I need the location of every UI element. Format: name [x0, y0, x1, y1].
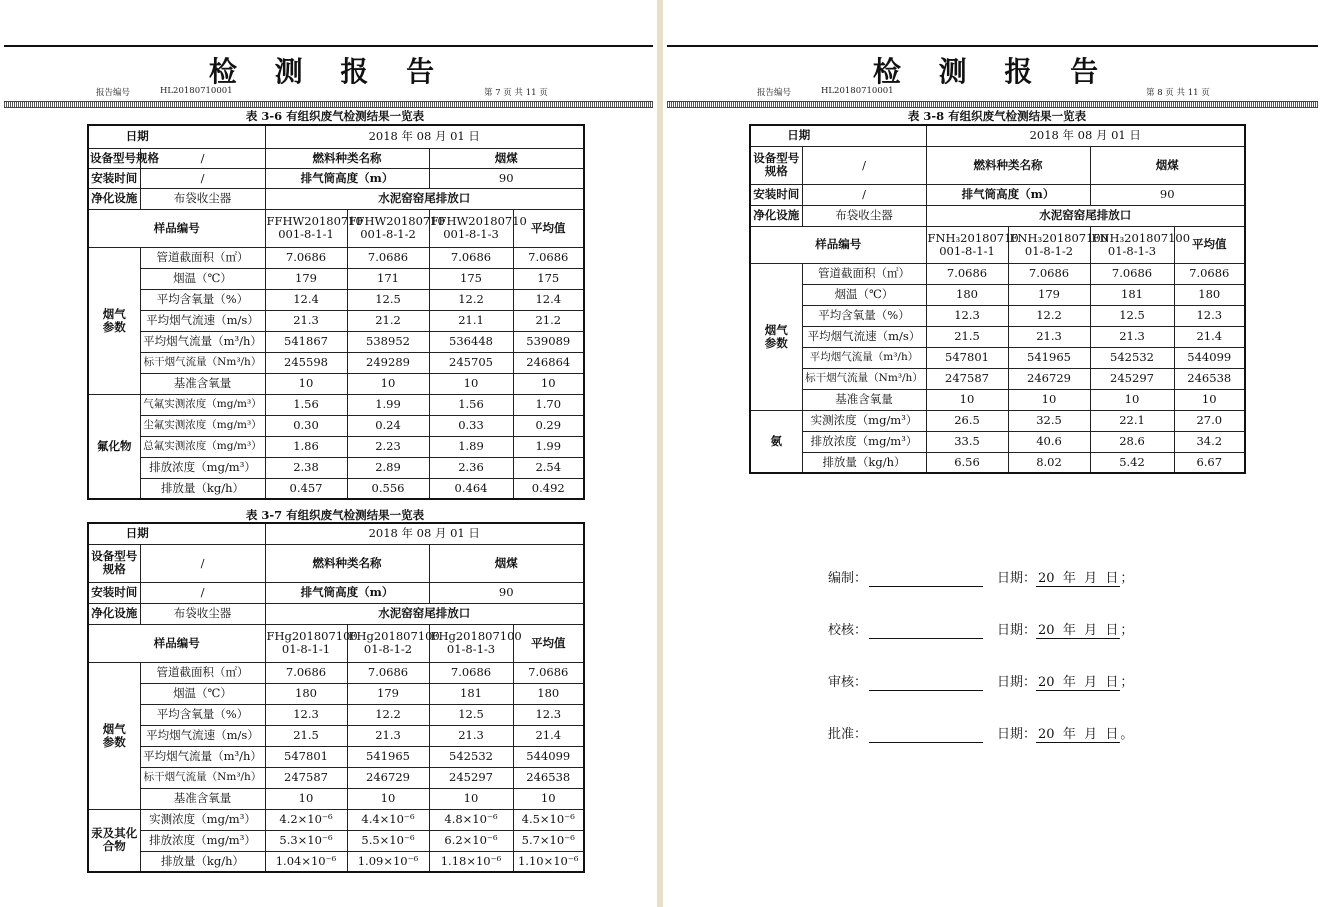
cell: 10	[347, 788, 429, 809]
signature-blank	[869, 728, 983, 743]
stack-height-label: 排气筒高度（m）	[926, 184, 1090, 205]
result-name: 实测浓度（mg/m³）	[140, 809, 265, 830]
header-hatch-divider	[667, 101, 1318, 108]
cell: 1.56	[265, 394, 347, 415]
cell: 1.09×10⁻⁶	[347, 851, 429, 872]
param-name: 烟温（℃）	[140, 683, 265, 704]
role-label: 校核：	[828, 623, 868, 638]
cell: 7.0686	[1008, 263, 1090, 284]
cell: 8.02	[1008, 452, 1090, 473]
result-name: 排放浓度（mg/m³）	[140, 830, 265, 851]
stack-height-label: 排气筒高度（m）	[265, 168, 429, 188]
param-name: 平均烟气流速（m/s）	[802, 326, 926, 347]
cell: 5.7×10⁻⁶	[513, 830, 584, 851]
install-value: /	[802, 184, 926, 205]
cell: 12.3	[513, 704, 584, 725]
date-label: 日期：	[997, 727, 1037, 742]
param-name: 平均烟气流速（m/s）	[140, 310, 265, 331]
cell: 0.24	[347, 415, 429, 436]
purify-label: 净化设施	[88, 603, 140, 624]
cell: 1.04×10⁻⁶	[265, 851, 347, 872]
cell: 12.4	[513, 289, 584, 310]
signature-blank	[869, 572, 983, 587]
sample-id: FFHW20180710 001-8-1-2	[347, 209, 429, 247]
cell: 541867	[265, 331, 347, 352]
average-label: 平均值	[513, 209, 584, 247]
cell: 2.89	[347, 457, 429, 478]
cell: 10	[429, 788, 513, 809]
group-pollutant: 汞及其化 合物	[88, 809, 140, 872]
model-label: 设备型号规格	[88, 544, 140, 582]
date-blank: 20 年 月 日	[1038, 675, 1119, 690]
purify-label: 净化设施	[750, 205, 802, 226]
sample-id: FNH₃201807100 01-8-1-2	[1008, 226, 1090, 263]
role-label: 批准：	[828, 727, 868, 742]
param-name: 标干烟气流量（Nm³/h）	[802, 368, 926, 389]
cell: 6.2×10⁻⁶	[429, 830, 513, 851]
result-name: 排放量（kg/h）	[140, 478, 265, 499]
cell: 246729	[1008, 368, 1090, 389]
cell: 179	[1008, 284, 1090, 305]
cell: 32.5	[1008, 410, 1090, 431]
report-title: 检 测 报 告	[208, 55, 449, 88]
purify-label: 净化设施	[88, 188, 140, 209]
cell: 10	[513, 373, 584, 394]
cell: 5.3×10⁻⁶	[265, 830, 347, 851]
signoff-reviewed	[828, 671, 1133, 691]
table-caption-3-6: 表 3-6 有组织废气检测结果一览表	[245, 109, 425, 123]
cell: 21.3	[1090, 326, 1174, 347]
signature-blank	[869, 676, 983, 691]
cell: 5.5×10⁻⁶	[347, 830, 429, 851]
cell: 21.2	[513, 310, 584, 331]
stack-height-value: 90	[1090, 184, 1245, 205]
cell: 10	[265, 373, 347, 394]
param-name: 平均烟气流量（m³/h）	[802, 347, 926, 368]
cell: 1.86	[265, 436, 347, 457]
outlet-value: 水泥窑窑尾排放口	[265, 603, 584, 624]
fuel-value: 烟煤	[1090, 146, 1245, 184]
sample-label: 样品编号	[750, 226, 926, 263]
cell: 0.30	[265, 415, 347, 436]
result-name: 排放浓度（mg/m³）	[140, 457, 265, 478]
cell: 21.2	[347, 310, 429, 331]
header-rule	[667, 45, 1318, 47]
cell: 0.457	[265, 478, 347, 499]
role-label: 编制：	[828, 571, 868, 586]
model-value: /	[802, 146, 926, 184]
model-value: /	[140, 148, 265, 168]
signoff-checked	[828, 619, 1133, 639]
cell: 179	[265, 268, 347, 289]
results-table-3-8	[749, 124, 1246, 474]
signoff-prepared	[828, 567, 1133, 587]
report-number: HL20180710001	[160, 86, 233, 96]
cell: 6.56	[926, 452, 1008, 473]
end-punct: ；	[1120, 675, 1134, 690]
result-name: 尘氟实测浓度（mg/m³）	[140, 415, 265, 436]
cell: 10	[347, 373, 429, 394]
cell: 180	[265, 683, 347, 704]
cell: 12.3	[1174, 305, 1245, 326]
cell: 10	[1090, 389, 1174, 410]
cell: 7.0686	[513, 662, 584, 683]
end-punct: 。	[1120, 727, 1134, 742]
sample-id: FNH₃201807100 01-8-1-3	[1090, 226, 1174, 263]
cell: 0.492	[513, 478, 584, 499]
cell: 180	[1174, 284, 1245, 305]
cell: 171	[347, 268, 429, 289]
cell: 4.2×10⁻⁶	[265, 809, 347, 830]
install-value: /	[140, 168, 265, 188]
cell: 27.0	[1174, 410, 1245, 431]
install-value: /	[140, 582, 265, 603]
group-pollutant: 氟化物	[88, 394, 140, 499]
cell: 21.1	[429, 310, 513, 331]
cell: 4.5×10⁻⁶	[513, 809, 584, 830]
cell: 246729	[347, 767, 429, 788]
cell: 7.0686	[429, 247, 513, 268]
param-name: 管道截面积（㎡）	[802, 263, 926, 284]
cell: 12.4	[265, 289, 347, 310]
cell: 12.3	[265, 704, 347, 725]
header-hatch-divider	[4, 101, 653, 108]
param-name: 标干烟气流量（Nm³/h）	[140, 767, 265, 788]
param-name: 标干烟气流量（Nm³/h）	[140, 352, 265, 373]
date-label: 日期	[88, 523, 265, 544]
report-title: 检 测 报 告	[872, 55, 1113, 88]
cell: 538952	[347, 331, 429, 352]
table-caption-3-7: 表 3-7 有组织废气检测结果一览表	[245, 508, 425, 522]
sample-id: FHg201807100 01-8-1-3	[429, 624, 513, 662]
cell: 541965	[347, 746, 429, 767]
sample-id: FFHW20180710 001-8-1-3	[429, 209, 513, 247]
page-indicator: 第 7 页 共 11 页	[484, 88, 548, 98]
result-name: 排放量（kg/h）	[802, 452, 926, 473]
report-number-label: 报告编号	[96, 88, 131, 98]
cell: 10	[513, 788, 584, 809]
sample-label: 样品编号	[88, 624, 265, 662]
param-name: 平均含氧量（%）	[140, 289, 265, 310]
cell: 547801	[265, 746, 347, 767]
stack-height-label: 排气筒高度（m）	[265, 582, 429, 603]
end-punct: ；	[1120, 571, 1134, 586]
cell: 0.556	[347, 478, 429, 499]
report-number-label: 报告编号	[757, 88, 792, 98]
param-name: 烟温（℃）	[802, 284, 926, 305]
param-name: 平均含氧量（%）	[140, 704, 265, 725]
outlet-value: 水泥窑窑尾排放口	[926, 205, 1245, 226]
model-label: 设备型号规格	[88, 148, 140, 168]
cell: 10	[265, 788, 347, 809]
end-punct: ；	[1120, 623, 1134, 638]
table-body	[750, 125, 1245, 473]
cell: 21.4	[1174, 326, 1245, 347]
cell: 7.0686	[513, 247, 584, 268]
param-name: 基准含氧量	[140, 788, 265, 809]
cell: 181	[429, 683, 513, 704]
cell: 33.5	[926, 431, 1008, 452]
cell: 5.42	[1090, 452, 1174, 473]
result-name: 排放浓度（mg/m³）	[802, 431, 926, 452]
param-name: 烟温（℃）	[140, 268, 265, 289]
cell: 544099	[513, 746, 584, 767]
cell: 175	[513, 268, 584, 289]
cell: 542532	[429, 746, 513, 767]
cell: 12.2	[429, 289, 513, 310]
install-label: 安装时间	[88, 168, 140, 188]
cell: 21.5	[265, 725, 347, 746]
date-blank: 20 年 月 日	[1038, 727, 1119, 742]
cell: 22.1	[1090, 410, 1174, 431]
fuel-label: 燃料种类名称	[265, 544, 429, 582]
model-value: /	[140, 544, 265, 582]
cell: 1.99	[513, 436, 584, 457]
cell: 541965	[1008, 347, 1090, 368]
install-label: 安装时间	[88, 582, 140, 603]
cell: 7.0686	[429, 662, 513, 683]
group-flue-gas: 烟气 参数	[88, 662, 140, 809]
param-name: 平均烟气流速（m/s）	[140, 725, 265, 746]
cell: 12.5	[347, 289, 429, 310]
cell: 1.99	[347, 394, 429, 415]
cell: 2.38	[265, 457, 347, 478]
cell: 40.6	[1008, 431, 1090, 452]
cell: 179	[347, 683, 429, 704]
group-pollutant: 氨	[750, 410, 802, 473]
cell: 7.0686	[1174, 263, 1245, 284]
cell: 544099	[1174, 347, 1245, 368]
cell: 7.0686	[347, 247, 429, 268]
cell: 180	[513, 683, 584, 704]
report-page-8	[663, 0, 1322, 907]
date-value: 2018 年 08 月 01 日	[265, 523, 584, 544]
param-name: 平均烟气流量（m³/h）	[140, 331, 265, 352]
param-name: 基准含氧量	[140, 373, 265, 394]
purify-value: 布袋收尘器	[140, 188, 265, 209]
date-value: 2018 年 08 月 01 日	[265, 125, 584, 148]
cell: 7.0686	[1090, 263, 1174, 284]
sample-id: FHg201807100 01-8-1-1	[265, 624, 347, 662]
cell: 247587	[926, 368, 1008, 389]
cell: 1.10×10⁻⁶	[513, 851, 584, 872]
cell: 12.2	[347, 704, 429, 725]
results-table-3-6	[87, 124, 585, 500]
date-blank: 20 年 月 日	[1038, 623, 1119, 638]
cell: 2.36	[429, 457, 513, 478]
table-body	[88, 125, 584, 499]
cell: 7.0686	[265, 247, 347, 268]
cell: 21.4	[513, 725, 584, 746]
param-name: 基准含氧量	[802, 389, 926, 410]
signature-blank	[869, 624, 983, 639]
average-label: 平均值	[513, 624, 584, 662]
fuel-label: 燃料种类名称	[926, 146, 1090, 184]
page-indicator: 第 8 页 共 11 页	[1146, 88, 1210, 98]
cell: 245297	[429, 767, 513, 788]
cell: 12.5	[429, 704, 513, 725]
cell: 21.3	[429, 725, 513, 746]
table-body	[88, 523, 584, 872]
cell: 181	[1090, 284, 1174, 305]
cell: 180	[926, 284, 1008, 305]
cell: 1.56	[429, 394, 513, 415]
date-label: 日期：	[997, 675, 1037, 690]
cell: 12.5	[1090, 305, 1174, 326]
param-name: 管道截面积（㎡）	[140, 247, 265, 268]
cell: 246538	[513, 767, 584, 788]
sample-label: 样品编号	[88, 209, 265, 247]
fuel-label: 燃料种类名称	[265, 148, 429, 168]
result-name: 总氟实测浓度（mg/m³）	[140, 436, 265, 457]
cell: 7.0686	[926, 263, 1008, 284]
cell: 10	[1174, 389, 1245, 410]
param-name: 平均烟气流量（m³/h）	[140, 746, 265, 767]
cell: 2.23	[347, 436, 429, 457]
cell: 246538	[1174, 368, 1245, 389]
date-label: 日期	[750, 125, 926, 146]
cell: 1.18×10⁻⁶	[429, 851, 513, 872]
cell: 0.464	[429, 478, 513, 499]
cell: 7.0686	[265, 662, 347, 683]
stack-height-value: 90	[429, 582, 584, 603]
cell: 0.29	[513, 415, 584, 436]
result-name: 实测浓度（mg/m³）	[802, 410, 926, 431]
outlet-value: 水泥窑窑尾排放口	[265, 188, 584, 209]
sample-id: FHg201807100 01-8-1-2	[347, 624, 429, 662]
sample-id: FFHW20180710 001-8-1-1	[265, 209, 347, 247]
cell: 7.0686	[347, 662, 429, 683]
group-flue-gas: 烟气 参数	[88, 247, 140, 394]
cell: 247587	[265, 767, 347, 788]
cell: 21.5	[926, 326, 1008, 347]
results-table-3-7	[87, 522, 585, 873]
cell: 1.89	[429, 436, 513, 457]
date-blank: 20 年 月 日	[1038, 571, 1119, 586]
cell: 12.3	[926, 305, 1008, 326]
cell: 6.67	[1174, 452, 1245, 473]
cell: 21.3	[347, 725, 429, 746]
table-caption-3-8: 表 3-8 有组织废气检测结果一览表	[907, 109, 1087, 123]
average-label: 平均值	[1174, 226, 1245, 263]
cell: 0.33	[429, 415, 513, 436]
date-value: 2018 年 08 月 01 日	[926, 125, 1245, 146]
cell: 536448	[429, 331, 513, 352]
param-name: 平均含氧量（%）	[802, 305, 926, 326]
fuel-value: 烟煤	[429, 148, 584, 168]
cell: 10	[1008, 389, 1090, 410]
cell: 249289	[347, 352, 429, 373]
header-rule	[4, 45, 653, 47]
date-label: 日期：	[997, 571, 1037, 586]
cell: 246864	[513, 352, 584, 373]
cell: 4.8×10⁻⁶	[429, 809, 513, 830]
fuel-value: 烟煤	[429, 544, 584, 582]
cell: 245598	[265, 352, 347, 373]
param-name: 管道截面积（㎡）	[140, 662, 265, 683]
cell: 28.6	[1090, 431, 1174, 452]
model-label: 设备型号规格	[750, 146, 802, 184]
date-label: 日期	[88, 125, 265, 148]
cell: 245705	[429, 352, 513, 373]
purify-value: 布袋收尘器	[140, 603, 265, 624]
group-flue-gas: 烟气 参数	[750, 263, 802, 410]
date-label: 日期：	[997, 623, 1037, 638]
cell: 1.70	[513, 394, 584, 415]
signoff-approved	[828, 723, 1133, 743]
cell: 542532	[1090, 347, 1174, 368]
role-label: 审核：	[828, 675, 868, 690]
sample-id: FNH₃20180710 001-8-1-1	[926, 226, 1008, 263]
result-name: 排放量（kg/h）	[140, 851, 265, 872]
result-name: 气氟实测浓度（mg/m³）	[140, 394, 265, 415]
cell: 10	[926, 389, 1008, 410]
cell: 21.3	[265, 310, 347, 331]
cell: 539089	[513, 331, 584, 352]
cell: 21.3	[1008, 326, 1090, 347]
cell: 175	[429, 268, 513, 289]
cell: 34.2	[1174, 431, 1245, 452]
cell: 547801	[926, 347, 1008, 368]
report-number: HL20180710001	[821, 86, 894, 96]
cell: 12.2	[1008, 305, 1090, 326]
cell: 4.4×10⁻⁶	[347, 809, 429, 830]
cell: 26.5	[926, 410, 1008, 431]
cell: 2.54	[513, 457, 584, 478]
purify-value: 布袋收尘器	[802, 205, 926, 226]
stack-height-value: 90	[429, 168, 584, 188]
install-label: 安装时间	[750, 184, 802, 205]
cell: 245297	[1090, 368, 1174, 389]
cell: 10	[429, 373, 513, 394]
report-page-7	[0, 0, 657, 907]
